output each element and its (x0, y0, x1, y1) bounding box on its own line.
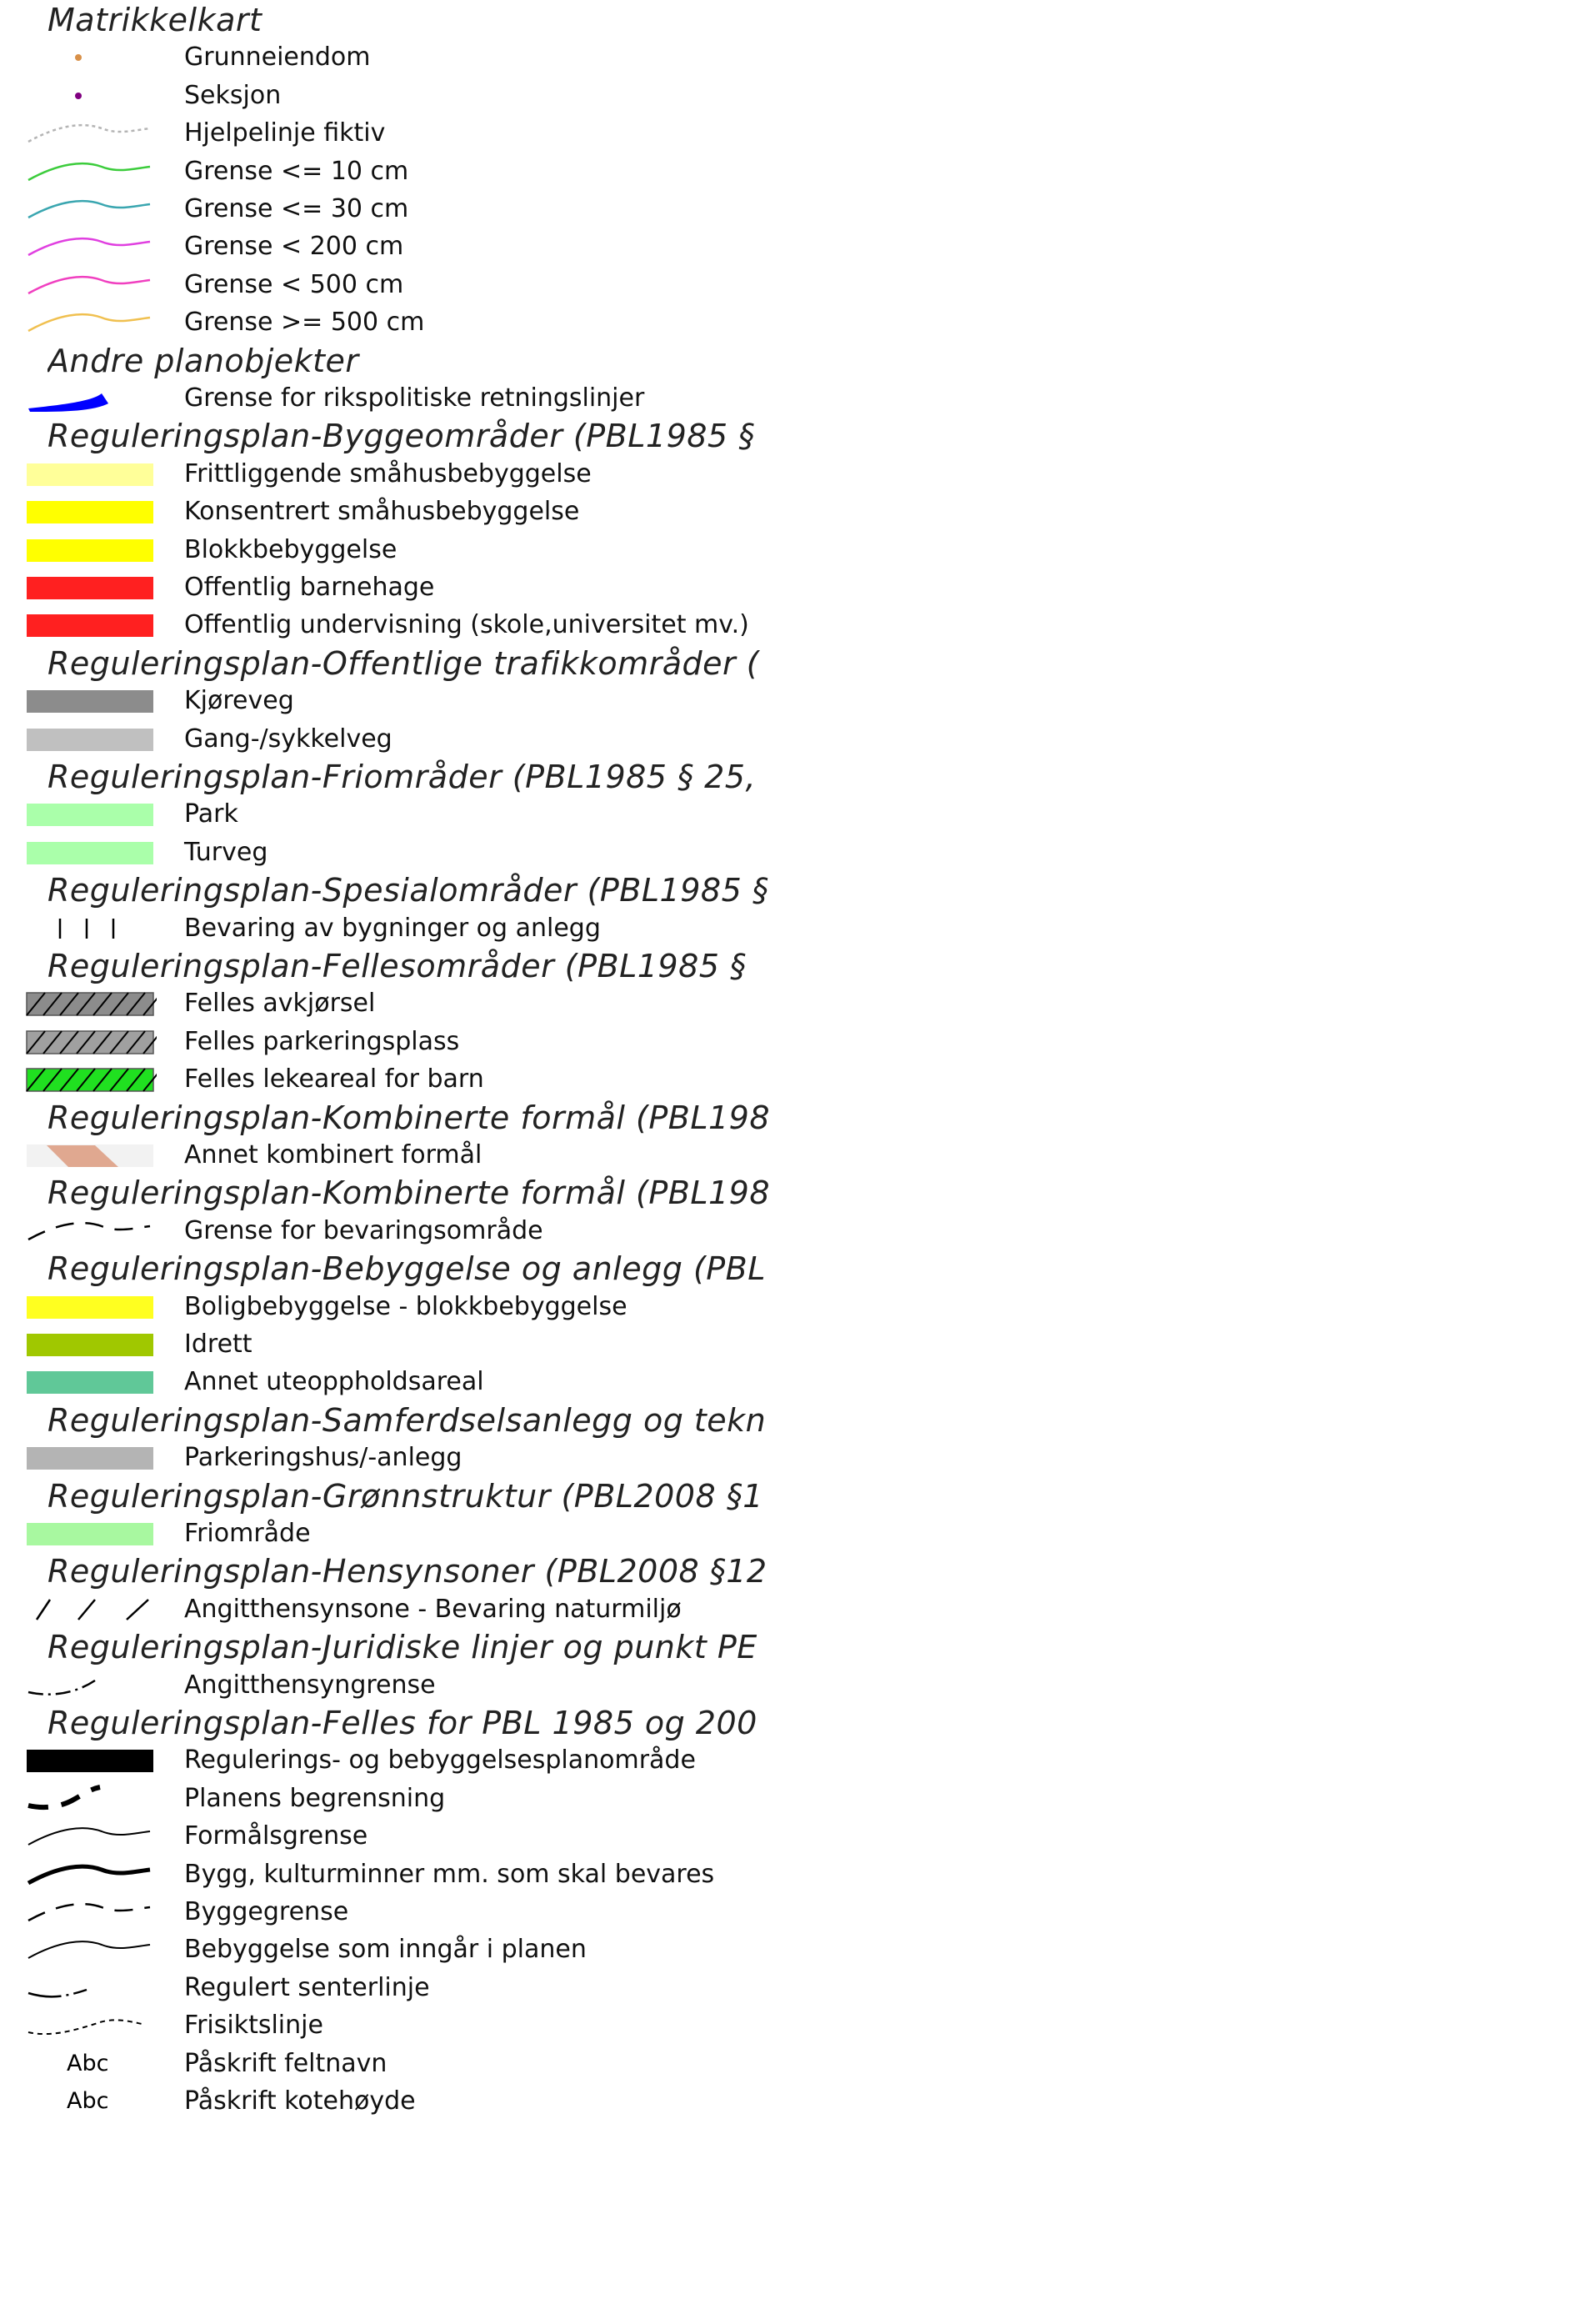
legend-item-label: Bebyggelse som inngår i planen (184, 1935, 587, 1964)
legend-section-title: Reguleringsplan-Hensynsoner (PBL2008 §12 (48, 1553, 768, 1590)
legend-item-label: Gang-/sykkelveg (184, 724, 392, 754)
legend-symbol-icon (25, 1935, 157, 1965)
legend-item (0, 1060, 800, 1098)
legend-item-label: Grense <= 10 cm (184, 157, 409, 186)
legend-symbol-icon (25, 1443, 157, 1473)
legend-item-label: Annet uteoppholdsareal (184, 1367, 484, 1396)
legend-symbol-icon (25, 1897, 157, 1927)
legend-item-label: Annet kombinert formål (184, 1140, 482, 1170)
legend-item-label: Formålsgrense (184, 1821, 368, 1851)
legend-item (0, 834, 800, 871)
legend-item-label: Grense <= 30 cm (184, 194, 409, 223)
legend-item (0, 795, 800, 833)
legend-symbol-icon (25, 1784, 157, 1814)
legend-item-label: Turveg (184, 838, 268, 867)
legend-section-title: Reguleringsplan-Samferdselsanlegg og tekn (48, 1402, 767, 1439)
legend-item-label: Blokkbebyggelse (184, 535, 398, 564)
legend-symbol-icon (25, 2011, 157, 2041)
legend-item (0, 984, 800, 1022)
legend-item (0, 1325, 800, 1363)
legend-item-label: Grense < 200 cm (184, 232, 404, 261)
legend-item-label: Parkeringshus/-anlegg (184, 1443, 462, 1472)
legend-symbol-icon (25, 1670, 157, 1700)
legend-symbol-icon (25, 686, 157, 716)
legend-item-label: Felles parkeringsplass (184, 1027, 460, 1056)
legend-symbol-icon (25, 838, 157, 868)
legend-item-label: Planens begrensning (184, 1784, 446, 1813)
legend-item-label: Regulert senterlinje (184, 1973, 430, 2002)
legend-item (0, 1780, 800, 1817)
legend-item (0, 1931, 800, 1968)
legend-item (0, 114, 800, 152)
legend-symbol-icon (25, 1367, 157, 1397)
legend-item-label: Påskrift feltnavn (184, 2049, 388, 2078)
legend-item (0, 720, 800, 758)
legend-section-title: Reguleringsplan-Juridiske linjer og punkt PE (48, 1629, 758, 1665)
legend-symbol-icon (25, 1027, 157, 1057)
legend-item (0, 531, 800, 568)
legend-item-label: Regulerings- og bebyggelsesplanområde (184, 1746, 696, 1775)
text-sample-icon: Abc (67, 2051, 109, 2076)
legend-symbol-icon (25, 81, 157, 111)
legend-item-label: Hjelpelinje fiktiv (184, 118, 386, 148)
legend-item (0, 2082, 800, 2120)
legend-item-label: Grense for bevaringsområde (184, 1216, 543, 1245)
legend-item (0, 1817, 800, 1855)
legend-item (0, 266, 800, 303)
legend-symbol-icon (25, 1140, 157, 1170)
legend-item (0, 1893, 800, 1931)
legend-item (0, 2045, 800, 2082)
legend-symbol-icon (25, 1821, 157, 1851)
legend-item (0, 1741, 800, 1779)
legend-item (0, 909, 800, 947)
legend-item-label: Felles lekeareal for barn (184, 1064, 484, 1094)
legend-section-title: Reguleringsplan-Bebyggelse og anlegg (PBL (48, 1250, 766, 1287)
legend-item (0, 379, 800, 417)
legend-section-title: Reguleringsplan-Spesialområder (PBL1985 § (48, 872, 769, 909)
legend-item-label: Seksjon (184, 81, 282, 110)
legend-item (0, 1363, 800, 1400)
legend-item-label: Kjøreveg (184, 686, 294, 715)
legend-symbol-icon (25, 1519, 157, 1549)
legend-item (0, 606, 800, 644)
legend-symbol-icon (25, 157, 157, 187)
legend-symbol-icon (25, 724, 157, 754)
legend-item (0, 228, 800, 265)
legend-symbol-icon (25, 1973, 157, 2003)
legend-section-title: Reguleringsplan-Friområder (PBL1985 § 25, (48, 759, 757, 795)
legend-item (0, 1023, 800, 1060)
legend-section-title: Reguleringsplan-Felles for PBL 1985 og 200 (48, 1705, 758, 1741)
legend-item-label: Grense < 500 cm (184, 270, 404, 299)
legend-item-label: Idrett (184, 1330, 252, 1359)
legend-symbol-icon (25, 1746, 157, 1776)
legend-section-title: Andre planobjekter (48, 343, 359, 379)
legend-item-label: Park (184, 799, 238, 829)
legend-symbol-icon (25, 194, 157, 224)
legend-symbol-icon (25, 118, 157, 148)
legend-item-label: Felles avkjørsel (184, 989, 376, 1018)
legend-symbol-icon (25, 232, 157, 262)
legend-item-label: Grunneiendom (184, 43, 371, 72)
legend-item (0, 1136, 800, 1174)
legend-item (0, 1288, 800, 1325)
legend-item-label: Angitthensynsone - Bevaring naturmiljø (184, 1595, 682, 1624)
legend-symbol-icon (25, 610, 157, 640)
legend-symbol-icon (25, 1216, 157, 1246)
legend-symbol-icon (25, 1595, 157, 1625)
legend-item (0, 303, 800, 341)
legend-item-label: Bygg, kulturminner mm. som skal bevares (184, 1860, 715, 1889)
legend-section-title: Reguleringsplan-Grønnstruktur (PBL2008 §1 (48, 1478, 763, 1515)
legend-item-label: Byggegrense (184, 1897, 349, 1926)
legend-item (0, 455, 800, 493)
legend-item-label: Angitthensyngrense (184, 1670, 436, 1700)
legend-item (0, 493, 800, 530)
legend-item-label: Grense >= 500 cm (184, 308, 425, 337)
legend-item-label: Boligbebyggelse - blokkbebyggelse (184, 1292, 628, 1321)
legend-symbol-icon (25, 383, 157, 413)
legend-item (0, 38, 800, 76)
legend-symbol-icon (25, 1330, 157, 1360)
legend-item (0, 1515, 800, 1552)
legend-symbol-icon (25, 497, 157, 527)
legend-item (0, 1666, 800, 1704)
legend-item (0, 190, 800, 228)
legend-symbol-icon (25, 459, 157, 489)
legend-item (0, 1212, 800, 1250)
legend-section-title: Reguleringsplan-Byggeområder (PBL1985 § (48, 418, 755, 454)
legend-item-label: Grense for rikspolitiske retningslinjer (184, 383, 645, 413)
legend-item-label: Påskrift kotehøyde (184, 2086, 416, 2116)
legend-item (0, 153, 800, 190)
legend-item (0, 2006, 800, 2044)
legend-symbol-icon (25, 308, 157, 338)
legend-item (0, 1590, 800, 1628)
legend-item (0, 1439, 800, 1476)
legend-item-label: Friområde (184, 1519, 311, 1548)
legend-symbol-icon (25, 535, 157, 565)
legend-symbol-icon (25, 914, 157, 944)
legend-symbol-icon (25, 1064, 157, 1094)
legend-section-title: Reguleringsplan-Kombinerte formål (PBL198 (48, 1175, 771, 1211)
map-legend (0, 0, 800, 2134)
legend-item (0, 682, 800, 719)
legend-item-label: Frisiktslinje (184, 2011, 323, 2040)
legend-item (0, 77, 800, 114)
legend-symbol-icon (25, 573, 157, 603)
legend-section-title: Reguleringsplan-Kombinerte formål (PBL198 (48, 1099, 771, 1136)
legend-item (0, 1856, 800, 1893)
legend-item-label: Konsentrert småhusbebyggelse (184, 497, 580, 526)
legend-section-title: Reguleringsplan-Fellesområder (PBL1985 § (48, 948, 747, 984)
legend-symbol-icon (25, 43, 157, 73)
legend-symbol-icon (25, 1292, 157, 1322)
legend-section-title: Reguleringsplan-Offentlige trafikkområder ( (48, 645, 760, 682)
legend-symbol-icon (25, 799, 157, 829)
legend-symbol-icon (25, 1860, 157, 1890)
legend-section-title: Matrikkelkart (48, 2, 262, 38)
legend-symbol-icon (25, 989, 157, 1019)
legend-item-label: Offentlig undervisning (skole,universitet mv.) (184, 610, 749, 639)
legend-item-label: Frittliggende småhusbebyggelse (184, 459, 592, 488)
legend-item (0, 1969, 800, 2006)
legend-symbol-icon (25, 270, 157, 300)
legend-item-label: Bevaring av bygninger og anlegg (184, 914, 601, 943)
legend-item-label: Offentlig barnehage (184, 573, 435, 602)
legend-item (0, 568, 800, 606)
text-sample-icon: Abc (67, 2088, 109, 2114)
